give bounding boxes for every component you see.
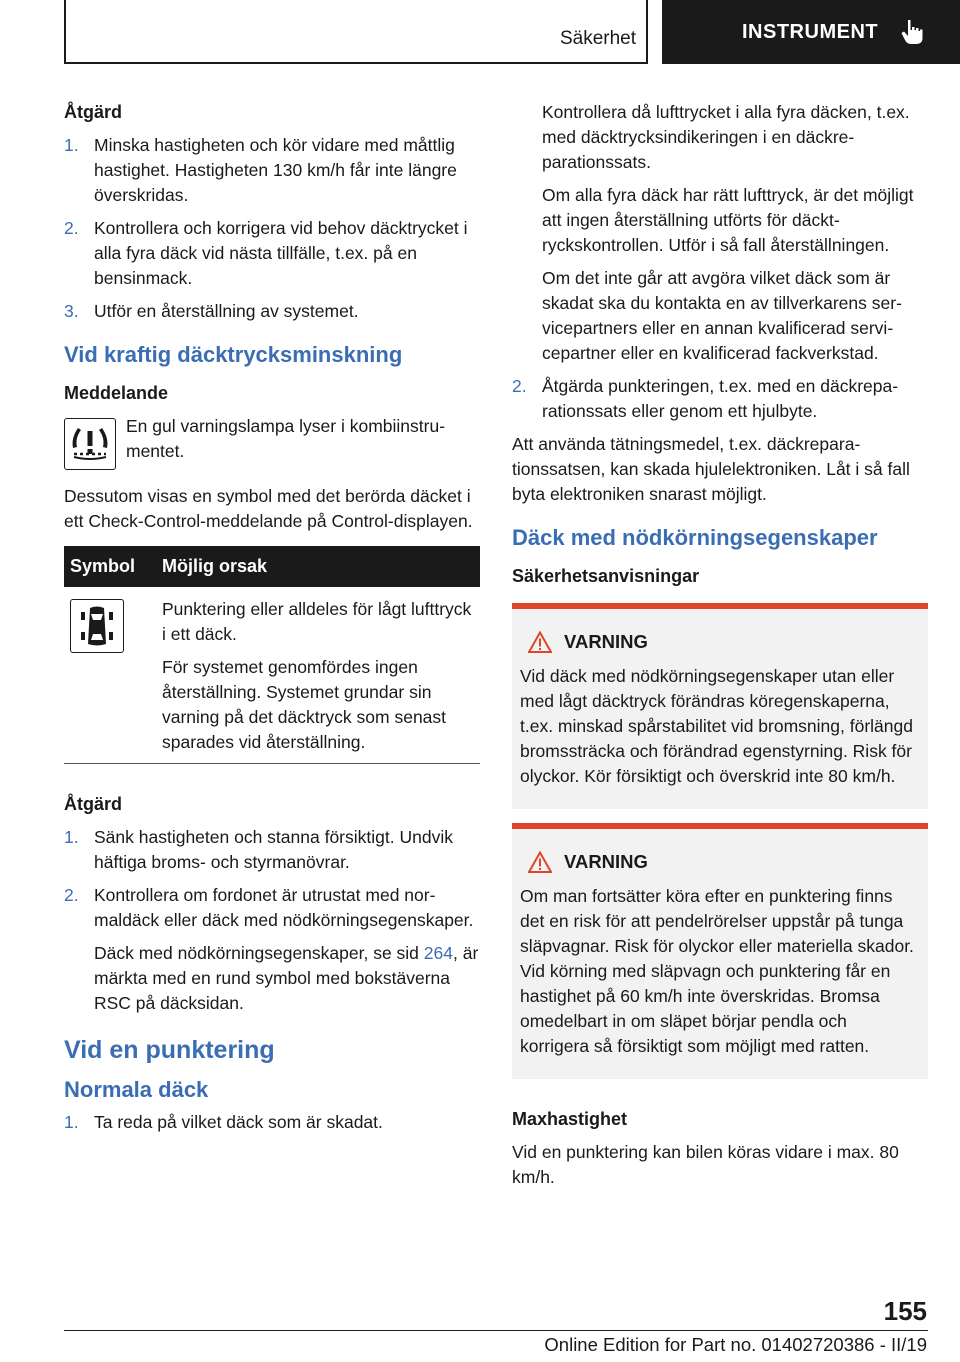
footer-divider [64,1330,928,1331]
table-row [64,587,480,764]
list-item [64,299,480,324]
step-text: Kontrollera då lufttrycket i alla fyra däcken, t.ex. med däcktrycksindikeringen i en däckreparationssats. [542,102,910,172]
list-item [64,216,480,291]
message-row [64,414,480,472]
warning-text: Vid däck med nödkörningsegenskaper utan eller med lågt däcktryck förändras köregenskaperna, t.ex. minskad spårstabilitet vid bromsning, förlängd bromssträcka och förändrad egenstyrning. Risk för olyckor. Kör försiktigt och överskrid inte 80 km/h. [520,666,913,786]
maxspeed-text: Vid en punktering kan bilen köras vidare i max. 80 km/h. [512,1142,899,1187]
step-number: 2. [512,376,527,396]
symbol-table [64,546,480,764]
pointing-hand-icon [900,19,924,45]
header-section-title: Säkerhet [559,28,636,49]
left-column [64,100,480,1143]
message-text: En gul varningslampa lyser i kombiinstrumentet. [126,416,446,461]
step-number: 3. [64,301,79,321]
edition-footer: Online Edition for Part no. 01402720386 - II/19 [544,1334,927,1355]
warning-triangle-icon [528,631,552,653]
subsection-heading: Normala däck [64,1077,209,1102]
safety-heading: Säkerhetsanvisningar [512,566,700,586]
action-steps-list [512,374,928,424]
step-number: 1. [64,135,79,155]
cause-text: För systemet genomfördes ingen återställning. Systemet grundar sin varning på det däcktryck som senast sparades vid återställning. [162,657,447,752]
list-item [64,1110,480,1135]
list-item [64,133,480,208]
step-text: Kontrollera och korrigera vid behov däcktrycket i alla fyra däck vid nästa tillfälle, t.ex. på en bensinmack. [94,218,468,288]
warning-triangle-icon [528,851,552,873]
warning-title: VARNING [564,631,648,652]
step-number: 1. [64,827,79,847]
message-followup: Dessutom visas en symbol med det berörda däcket i ett Check-Control-meddelande på Control-displayen. [64,486,473,531]
step-extra-text: Däck med nödkörningsegenskaper, se sid 264, är märkta med en rund symbol med bokstäverna RSC på däcksidan. [94,943,479,1013]
header-chapter-title: INSTRUMENT [742,20,879,43]
header-chapter-tab[interactable] [662,0,960,64]
page-number: 155 [883,1296,927,1326]
step-text: Om det inte går att avgöra vilket däck som är skadat ska du kontakta en av tillverkarens servicepartners eller en annan kvalificerad servicepartner eller en kvalificerad fackverkstad. [542,268,902,363]
step-text: Utför en återställning av systemet. [94,301,359,321]
tire-pressure-warning-icon [64,418,116,470]
step-text: Kontrollera om fordonet är utrustat med normaldäck eller däck med nödkörningsegenskaper. [94,885,474,930]
step-text: Sänk hastigheten och stanna försiktigt. Undvik häftiga broms- och styrmanövrar. [94,827,453,872]
page-link[interactable]: 264 [423,943,453,963]
action-heading: Åtgärd [64,794,122,814]
step-continuation [512,100,928,366]
car-tires-icon [70,599,124,653]
cause-cell [156,587,480,764]
section-heading: Däck med nödkörningsegenskaper [512,525,878,550]
warning-box [512,603,928,809]
warning-text: Om man fortsätter köra efter en punktering finns det en risk för att pendelrörelser uppstår på tunga släpvagnar. Risk för olyckor eller materiella skador. Vid körning med släpvagn och punktering får en hastighet på 60 km/h inte överskridas. Bromsa omedelbart in om släpet börjar pendla och korrigera så försiktigt som möjligt med ratten. [520,886,914,1056]
list-item [64,883,480,1016]
right-column [512,100,928,1198]
normal-tire-steps [64,1110,480,1135]
cause-text: Punktering eller alldeles för lågt lufttryck i ett däck. [162,599,472,644]
step-text: Ta reda på vilket däck som är skadat. [94,1112,383,1132]
step-number: 1. [64,1112,79,1132]
step-number: 2. [64,218,79,238]
section-heading: Vid kraftig däcktrycksminskning [64,342,403,367]
action-heading: Åtgärd [64,102,122,122]
table-header-symbol: Symbol [64,546,156,587]
maxspeed-heading: Maxhastighet [512,1109,628,1129]
list-item [512,374,928,424]
table-header-cause: Möjlig orsak [156,546,480,587]
sealant-paragraph: Att använda tätningsmedel, t.ex. däckreparationssatsen, kan skada hjulelektroniken. Låt i så fall byta elektroniken snarast möjligt. [512,434,910,504]
warning-title: VARNING [564,851,648,872]
list-item [64,825,480,875]
step-text: Minska hastigheten och kör vidare med måttlig hastighet. Hastigheten 130 km/h får inte längre överskridas. [94,135,457,205]
section-heading: Vid en punktering [64,1036,275,1064]
warning-box [512,823,928,1079]
step-text: Åtgärda punkteringen, t.ex. med en däckreparationssats eller genom ett hjulbyte. [542,376,899,421]
action-steps-list [64,825,480,1016]
action-steps-list [64,133,480,324]
step-text: Om alla fyra däck har rätt lufttryck, är det möjligt att ingen återställning utförts för däcktryckskontrollen. Utför i så fall återställningen. [542,185,914,255]
step-number: 2. [64,885,79,905]
message-heading: Meddelande [64,383,169,403]
